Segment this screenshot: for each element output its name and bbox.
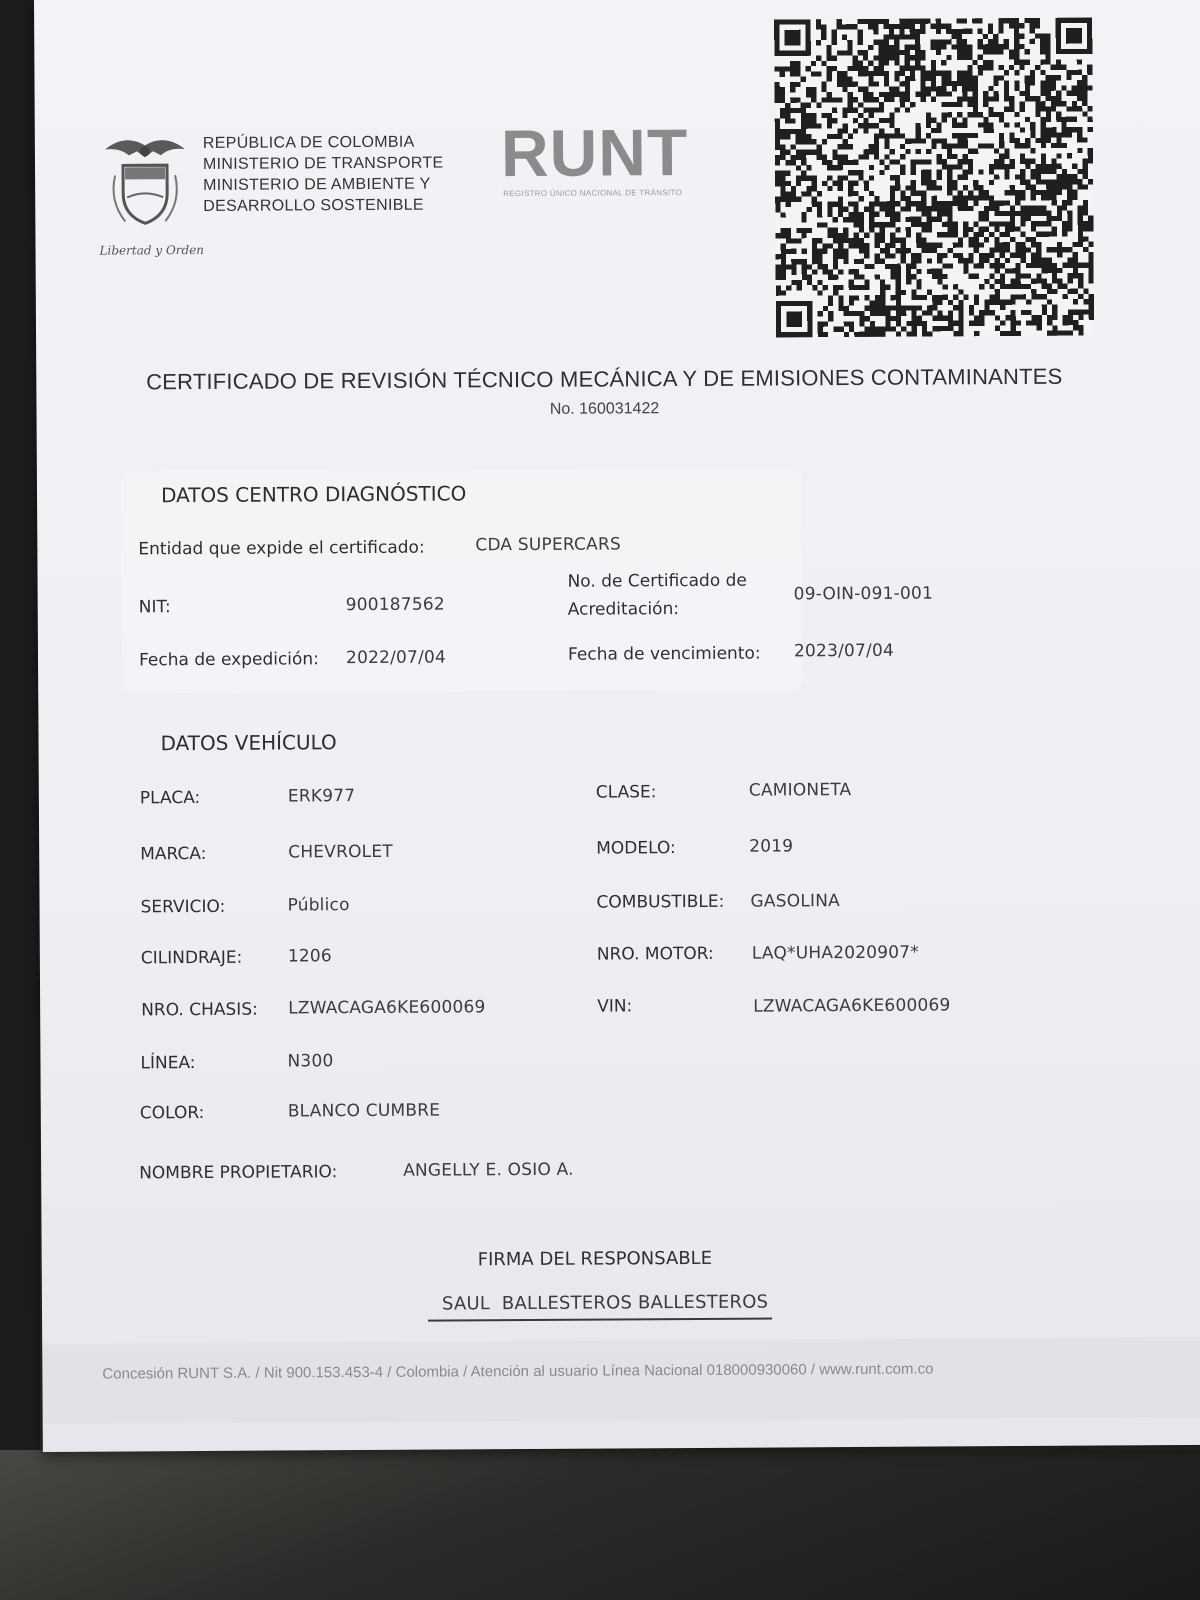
- nit-value: 900187562: [345, 594, 445, 616]
- motor-label: NRO. MOTOR:: [596, 943, 714, 965]
- qr-code-icon: [772, 18, 1096, 338]
- marca-label: MARCA:: [140, 843, 207, 865]
- certificate-title: CERTIFICADO DE REVISIÓN TÉCNICO MECÁNICA Y DE EMISIONES CONTAMINANTES: [146, 363, 1063, 395]
- marca-value: CHEVROLET: [288, 841, 393, 863]
- entidad-label: Entidad que expide el certificado:: [138, 537, 425, 560]
- combustible-label: COMBUSTIBLE:: [596, 891, 725, 913]
- servicio-label: SERVICIO:: [140, 896, 226, 918]
- gov-line: DESARROLLO SOSTENIBLE: [203, 196, 424, 215]
- firma-name: SAUL BALLESTEROS BALLESTEROS: [441, 1291, 769, 1315]
- section-title-centro: DATOS CENTRO DIAGNÓSTICO: [160, 481, 467, 508]
- propietario-label: NOMBRE PROPIETARIO:: [139, 1162, 338, 1184]
- motor-value: LAQ*UHA2020907*: [751, 942, 920, 964]
- runt-subtitle: REGISTRO ÚNICO NACIONAL DE TRÁNSITO: [503, 188, 683, 199]
- vin-value: LZWACAGA6KE600069: [753, 995, 951, 1017]
- seal-motto: Libertad y Orden: [99, 242, 205, 258]
- acreditacion-label-line2: Acreditación:: [567, 599, 680, 620]
- chasis-label: NRO. CHASIS:: [141, 999, 258, 1021]
- color-value: BLANCO CUMBRE: [287, 1100, 441, 1122]
- clase-value: CAMIONETA: [748, 780, 852, 801]
- placa-value: ERK977: [287, 786, 356, 807]
- footer-text: Concesión RUNT S.A. / Nit 900.153.453-4 / Colombia / Atención al usuario Línea Nacional 018000930060 / www.runt.com.co: [102, 1360, 934, 1383]
- gov-line: MINISTERIO DE AMBIENTE Y: [203, 175, 431, 194]
- linea-value: N300: [287, 1051, 334, 1072]
- certificate-paper: [34, 0, 1200, 1452]
- section-title-vehiculo: DATOS VEHÍCULO: [160, 730, 337, 756]
- background-floor: [0, 1450, 1200, 1600]
- acreditacion-value: 09-OIN-091-001: [793, 583, 934, 605]
- government-heading: [203, 132, 444, 217]
- firma-label: FIRMA DEL RESPONSABLE: [477, 1247, 713, 1271]
- vin-label: VIN:: [597, 996, 633, 1017]
- vencimiento-value: 2023/07/04: [793, 640, 895, 662]
- nit-label: NIT:: [138, 597, 171, 618]
- gov-line: MINISTERIO DE TRANSPORTE: [202, 154, 444, 173]
- acreditacion-label-line1: No. de Certificado de: [567, 570, 747, 592]
- servicio-value: Público: [287, 895, 350, 916]
- color-label: COLOR:: [139, 1102, 205, 1124]
- placa-label: PLACA:: [139, 787, 201, 809]
- gov-line: REPÚBLICA DE COLOMBIA: [202, 133, 415, 152]
- runt-logo: RUNT: [500, 115, 689, 191]
- linea-label: LÍNEA:: [140, 1053, 196, 1074]
- combustible-value: GASOLINA: [750, 891, 840, 912]
- modelo-value: 2019: [749, 836, 794, 857]
- expedicion-value: 2022/07/04: [345, 647, 447, 669]
- expedicion-label: Fecha de expedición:: [138, 649, 319, 671]
- cilindraje-label: CILINDRAJE:: [140, 947, 243, 969]
- cilindraje-value: 1206: [287, 946, 332, 967]
- signature-line: [428, 1318, 772, 1322]
- propietario-value: ANGELLY E. OSIO A.: [403, 1159, 574, 1181]
- modelo-label: MODELO:: [596, 838, 676, 859]
- background-dark-edge: [0, 0, 40, 1600]
- clase-label: CLASE:: [595, 782, 657, 803]
- vencimiento-label: Fecha de vencimiento:: [567, 643, 761, 665]
- chasis-value: LZWACAGA6KE600069: [288, 997, 486, 1019]
- coat-of-arms-icon: [95, 131, 196, 237]
- certificate-number: No. 160031422: [549, 400, 660, 418]
- entidad-value: CDA SUPERCARS: [475, 534, 621, 556]
